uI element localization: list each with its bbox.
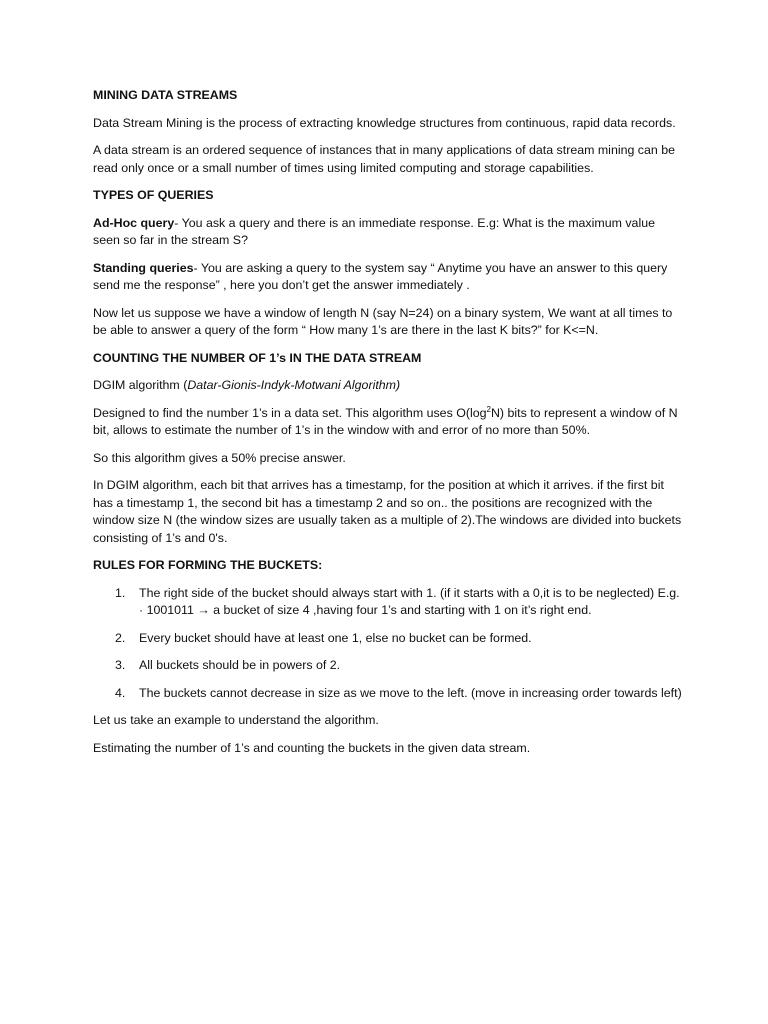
list-text: All buckets should be in powers of 2. (139, 658, 341, 672)
list-item (93, 630, 683, 648)
paragraph-window: Now let us suppose we have a window of length N (say N=24) on a binary system, We want at all times to be able to answer a query of the form “ How many 1’s are there in the last K bits?” for K<=N. (93, 305, 673, 337)
paragraph-data-stream: A data stream is an ordered sequence of instances that in many applications of data stream mining can be read only once or a small number of times using limited computing and storage capabilities. (93, 143, 676, 175)
list-number: 3. (115, 658, 126, 672)
paragraph-standing-queries (93, 260, 683, 295)
standing-term: Standing queries (93, 260, 194, 275)
paragraph-dgim (93, 377, 683, 395)
list-number: 2. (115, 630, 126, 645)
heading-mining-data-streams: MINING DATA STREAMS (93, 88, 238, 102)
paragraph-adhoc-query (93, 215, 683, 250)
heading-types-of-queries: TYPES OF QUERIES (93, 188, 214, 202)
adhoc-term: Ad-Hoc query (93, 215, 175, 230)
list-item (93, 585, 683, 620)
document-body (93, 87, 683, 767)
paragraph-example: Let us take an example to understand the algorithm. (93, 713, 379, 727)
designed-after: N) bits to represent a window of N bit, allows to estimate the number of 1’s in the window with and error of no more than 50%. (93, 405, 678, 437)
designed-superscript: 2 (486, 404, 491, 414)
adhoc-text: - You ask a query and there is an immediate response. E.g: What is the maximum value seen so far in the stream S? (93, 215, 655, 247)
list-number: 1. (115, 585, 126, 600)
heading-counting: COUNTING THE NUMBER OF 1’s IN THE DATA STREAM (93, 350, 422, 365)
paragraph-precise: So this algorithm gives a 50% precise answer. (93, 450, 346, 465)
paragraph-definition: Data Stream Mining is the process of extracting knowledge structures from continuous, rapid data records. (93, 115, 676, 130)
list-text: Every bucket should have at least one 1, else no bucket can be formed. (139, 630, 532, 645)
list-text: The buckets cannot decrease in size as we move to the left. (move in increasing order towards left) (139, 685, 682, 700)
list-item (93, 657, 683, 675)
designed-before: Designed to find the number 1’s in a data set. This algorithm uses O(log (93, 405, 487, 420)
list-text: The right side of the bucket should always start with 1. (if it starts with a 0,it is to be neglected) E.g. · 1001011 → a bucket of size 4 ,having four 1’s and starting with 1 on it’s right end. (139, 585, 680, 617)
list-number: 4. (115, 685, 126, 700)
dgim-full-name: Datar-Gionis-Indyk-Motwani Algorithm) (187, 378, 401, 392)
heading-rules: RULES FOR FORMING THE BUCKETS: (93, 558, 323, 572)
standing-text: - You are asking a query to the system say “ Anytime you have an answer to this query send me the response” , here you don’t get the answer immediately . (93, 260, 668, 292)
paragraph-designed (93, 405, 683, 440)
list-item (93, 685, 683, 703)
dgim-prefix: DGIM algorithm ( (93, 378, 188, 392)
paragraph-estimating: Estimating the number of 1’s and counting the buckets in the given data stream. (93, 740, 531, 755)
paragraph-timestamp: In DGIM algorithm, each bit that arrives has a timestamp, for the position at which it arrives. if the first bit has a timestamp 1, the second bit has a timestamp 2 and so on.. the positions are recognized with the window size N (the window sizes are usually taken as a multiple of 2).The windows are divided into buckets consisting of 1’s and 0's. (93, 478, 682, 545)
rules-list (93, 585, 683, 703)
